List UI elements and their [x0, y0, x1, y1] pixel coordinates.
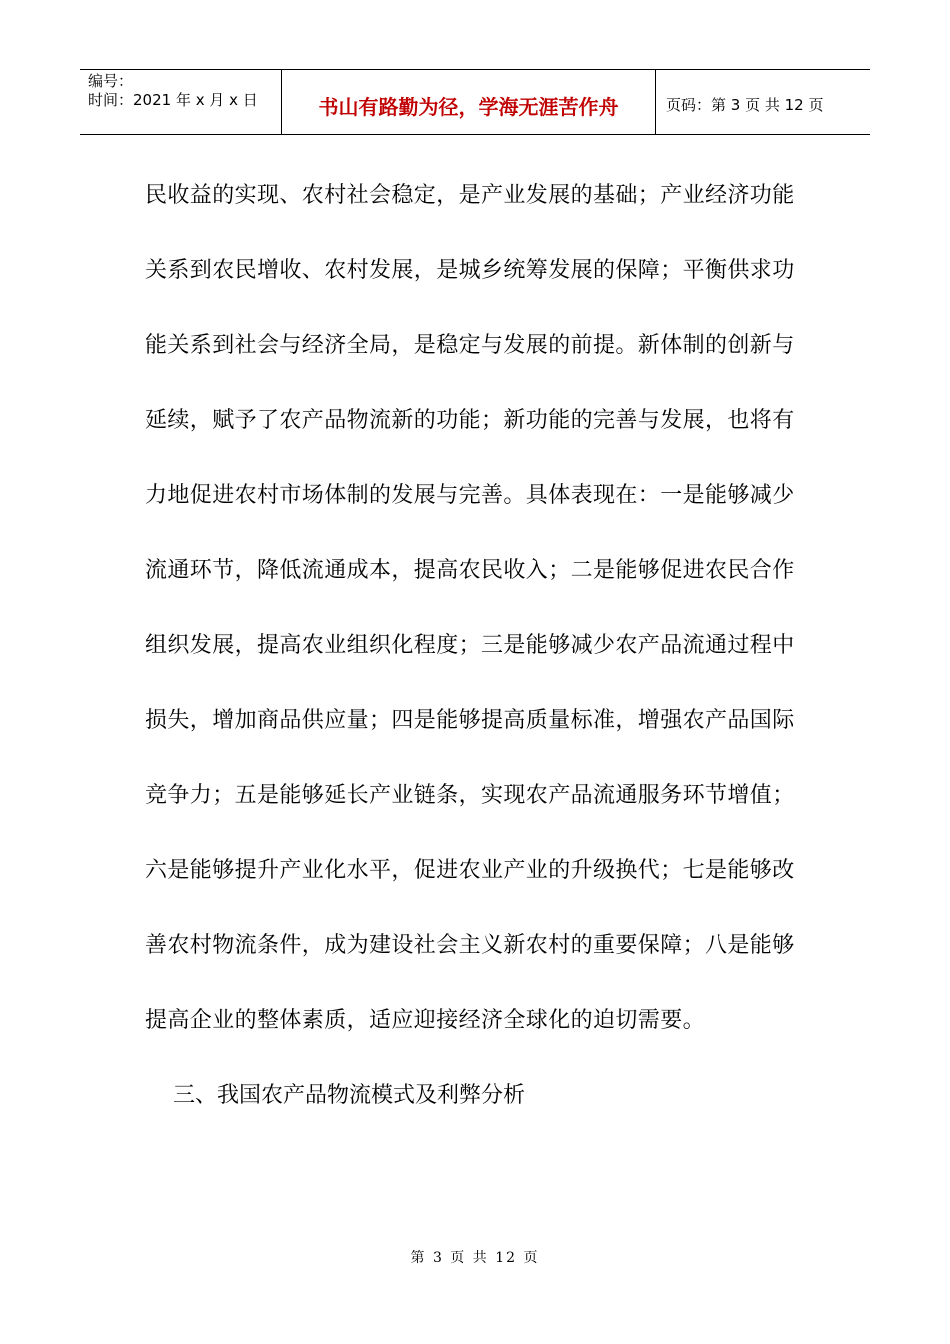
page-header	[80, 69, 870, 135]
number-label: 编号：	[88, 72, 134, 90]
time-label: 时间：2021 年 x 月 x 日	[88, 91, 258, 109]
page-footer: 第 3 页 共 12 页	[410, 1250, 540, 1266]
body-line: 关系到农民增收、农村发展，是城乡统筹发展的保障；平衡供求功	[145, 258, 795, 283]
body-line: 六是能够提升产业化水平，促进农业产业的升级换代；七是能够改	[145, 858, 795, 883]
header-page-info: 页码：第 3 页 共 12 页	[666, 95, 824, 114]
section-heading: 三、我国农产品物流模式及利弊分析	[173, 1083, 526, 1108]
body-line: 延续，赋予了农产品物流新的功能；新功能的完善与发展，也将有	[145, 408, 795, 433]
header-motto: 书山有路勤为径，学海无涯苦作舟	[282, 70, 656, 134]
body-line: 善农村物流条件，成为建设社会主义新农村的重要保障；八是能够	[145, 933, 795, 958]
header-meta	[80, 70, 282, 134]
body-line: 能关系到社会与经济全局，是稳定与发展的前提。新体制的创新与	[145, 333, 795, 358]
body-line: 组织发展，提高农业组织化程度；三是能够减少农产品流通过程中	[145, 633, 795, 658]
document-body	[145, 158, 793, 1133]
body-line: 力地促进农村市场体制的发展与完善。具体表现在：一是能够减少	[145, 483, 795, 508]
body-line: 竞争力；五是能够延长产业链条，实现农产品流通服务环节增值；	[145, 783, 795, 808]
body-line: 流通环节，降低流通成本，提高农民收入；二是能够促进农民合作	[145, 558, 795, 583]
body-line: 提高企业的整体素质，适应迎接经济全球化的迫切需要。	[145, 1008, 706, 1033]
body-line: 损失，增加商品供应量；四是能够提高质量标准，增强农产品国际	[145, 708, 795, 733]
body-line: 民收益的实现、农村社会稳定，是产业发展的基础；产业经济功能	[145, 183, 795, 208]
